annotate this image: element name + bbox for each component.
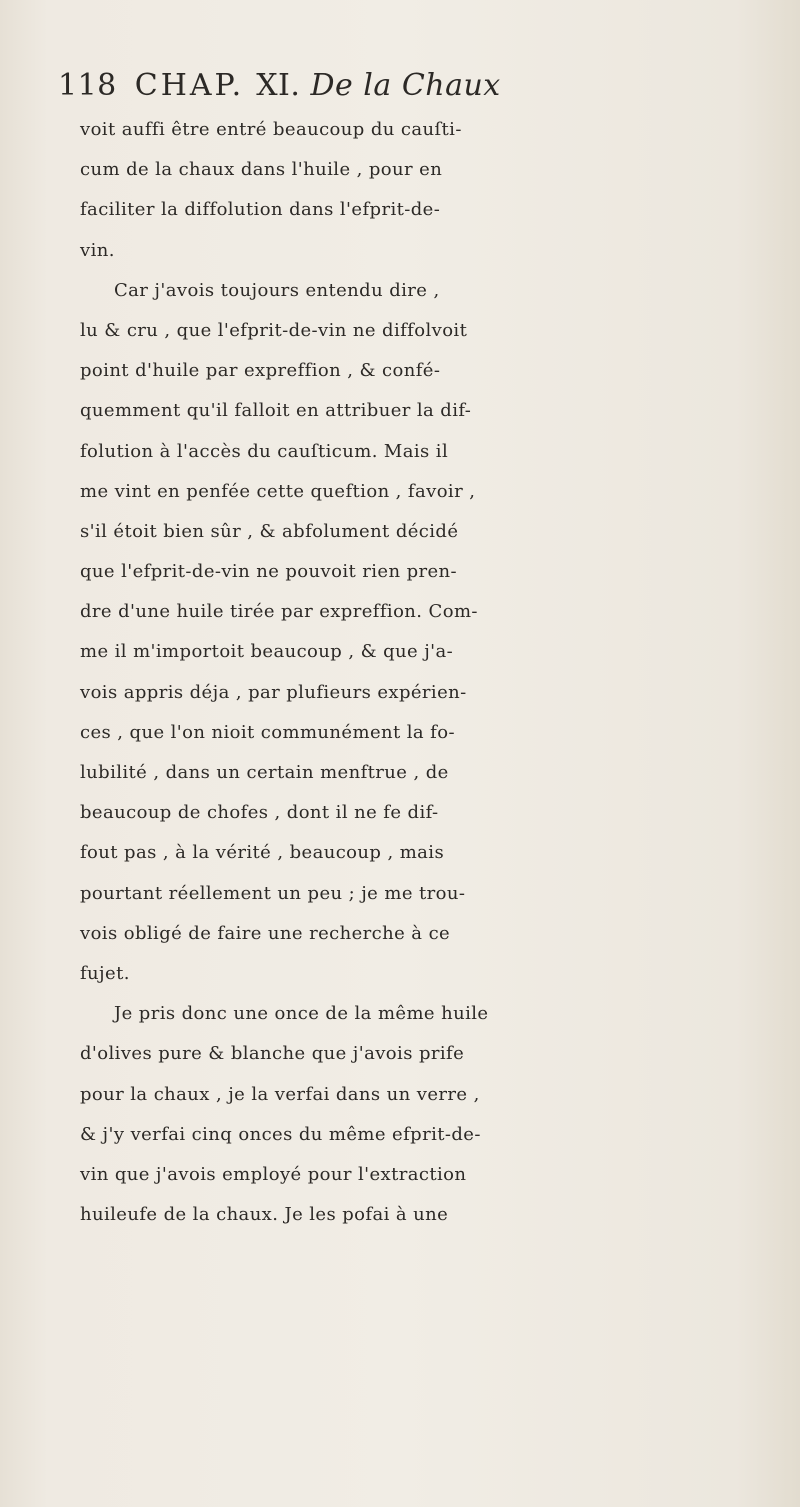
text-line: d'olives pure & blanche que j'avois prife — [80, 1043, 465, 1065]
chapter-label: CHAP. — [134, 68, 245, 103]
text-line: lu & cru , que l'efprit-de-vin ne diffolvoit — [80, 319, 468, 341]
text-line: ces , que l'on nioit communément la fo- — [80, 721, 455, 743]
text-line: que l'efprit-de-vin ne pouvoit rien pren- — [80, 561, 458, 583]
body-text — [80, 110, 800, 1235]
text-line: pour la chaux , je la verfai dans un verre , — [80, 1083, 480, 1105]
text-line: voit auffi être entré beaucoup du cauſti- — [80, 119, 462, 140]
text-line: Car j'avois toujours entendu dire , — [114, 279, 440, 301]
text-line: cum de la chaux dans l'huile , pour en — [80, 159, 443, 181]
text-line: quemment qu'il falloit en attribuer la dif- — [80, 400, 472, 422]
running-header — [58, 68, 501, 103]
text-line: fujet. — [80, 962, 130, 984]
text-line: me vint en penfée cette queftion , favoir , — [80, 480, 476, 502]
text-line: vois obligé de faire une recherche à ce — [80, 922, 451, 944]
chapter-number: XI. — [256, 68, 301, 103]
page-number: 118 — [58, 68, 117, 103]
text-line: faciliter la diffolution dans l'efprit-de- — [80, 199, 441, 221]
text-line: beaucoup de chofes , dont il ne fe dif- — [80, 802, 439, 824]
text-line: dre d'une huile tirée par expreffion. Com- — [80, 601, 478, 623]
text-line: vois appris déja , par plufieurs expérien- — [80, 681, 467, 703]
chapter-title: De la Chaux — [310, 68, 501, 103]
text-line: fout pas , à la vérité , beaucoup , mais — [80, 842, 445, 864]
text-line: me il m'importoit beaucoup , & que j'a- — [80, 641, 454, 663]
text-line: folution à l'accès du cauſticum. Mais il — [80, 440, 449, 462]
text-line: huileufe de la chaux. Je les pofai à une — [80, 1204, 449, 1226]
text-line: point d'huile par expreffion , & confé- — [80, 360, 441, 382]
text-line: vin. — [80, 239, 115, 261]
text-line: pourtant réellement un peu ; je me trou- — [80, 882, 466, 904]
text-line: vin que j'avois employé pour l'extraction — [80, 1163, 467, 1185]
text-line: lubilité , dans un certain menftrue , de — [80, 762, 449, 783]
text-line: s'il étoit bien sûr , & abfolument décidé — [80, 520, 459, 542]
text-line: Je pris donc une once de la même huile — [114, 1003, 489, 1025]
text-line: & j'y verfai cinq onces du même efprit-de- — [80, 1123, 481, 1145]
